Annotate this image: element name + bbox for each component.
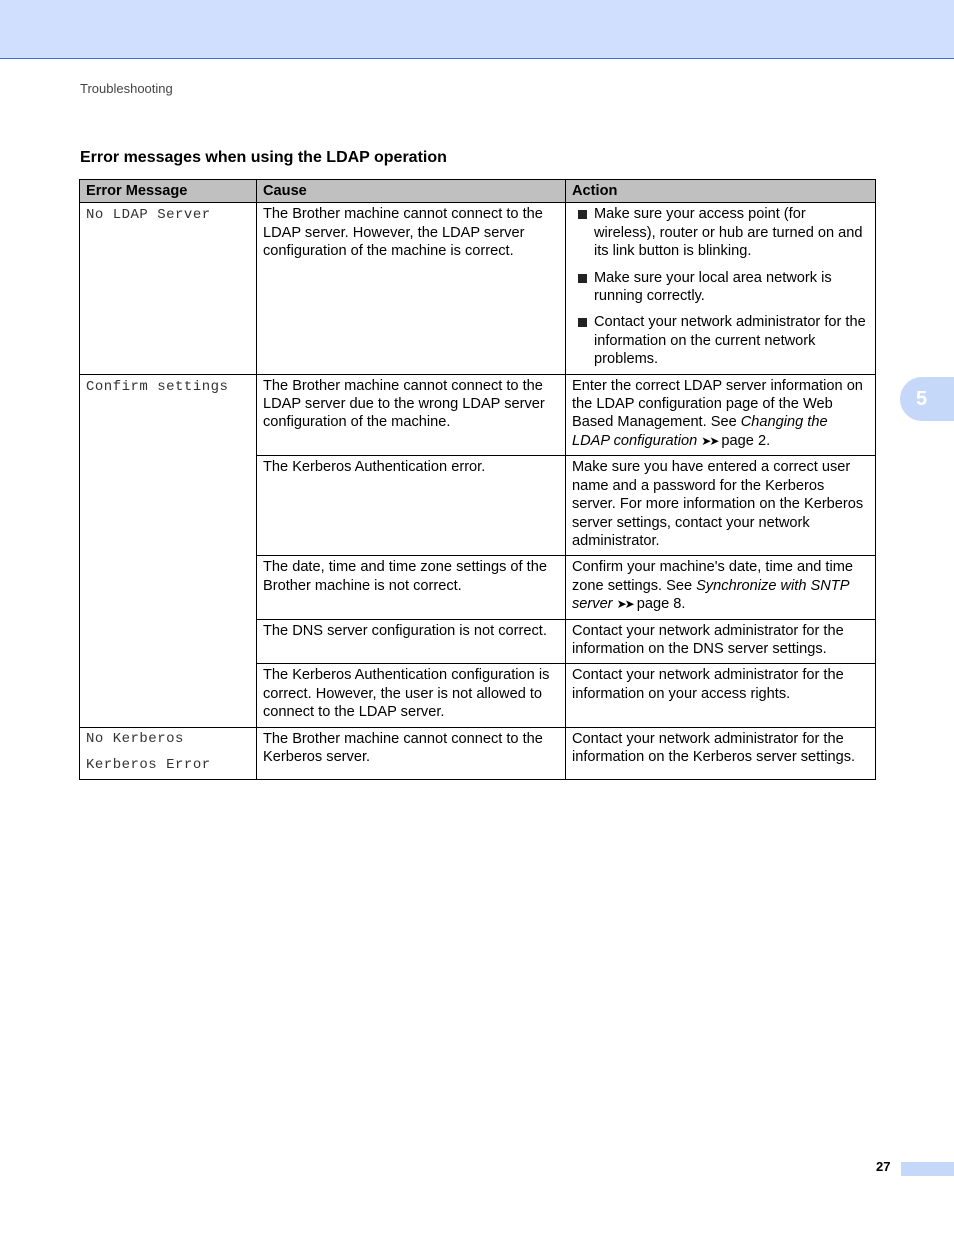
error-message: No LDAP Server — [86, 207, 211, 224]
square-bullet-icon — [578, 274, 587, 283]
double-arrow-icon: ➤➤ — [616, 597, 633, 612]
table-row — [80, 374, 876, 456]
action-cell: Contact your network administrator for the information on the Kerberos server settings. — [566, 727, 876, 780]
action-cell — [566, 556, 876, 619]
cause-cell: The Brother machine cannot connect to the LDAP server. However, the LDAP server configuration of the machine is correct. — [257, 203, 566, 374]
cross-reference-link[interactable]: Changing the LDAP configuration — [572, 414, 828, 449]
list-item — [572, 205, 869, 260]
page-reference: page 8. — [632, 596, 686, 613]
action-cell — [566, 374, 876, 456]
error-message-cell — [80, 727, 257, 780]
chapter-tab[interactable] — [900, 377, 954, 421]
header-cause: Cause — [257, 180, 566, 203]
square-bullet-icon — [578, 318, 587, 327]
section-title: Error messages when using the LDAP operation — [80, 149, 447, 166]
header-error-message: Error Message — [80, 180, 257, 203]
table-row — [80, 727, 876, 780]
square-bullet-icon — [578, 210, 587, 219]
header-action: Action — [566, 180, 876, 203]
cause-cell: The DNS server configuration is not correct. — [257, 619, 566, 664]
error-message: Confirm settings — [86, 378, 229, 395]
cause-cell: The Kerberos Authentication error. — [257, 456, 566, 556]
error-message: No Kerberos — [86, 730, 184, 747]
double-arrow-icon: ➤➤ — [701, 433, 718, 448]
cause-cell: The date, time and time zone settings of the Brother machine is not correct. — [257, 556, 566, 619]
action-cell: Make sure you have entered a correct user name and a password for the Kerberos server. For more information on the Kerberos server settings, contact your network administrator. — [566, 456, 876, 556]
footer-strip — [901, 1162, 954, 1176]
error-message-cell — [80, 374, 257, 727]
error-table — [79, 179, 876, 780]
error-message-cell — [80, 203, 257, 374]
cause-cell: The Brother machine cannot connect to the LDAP server due to the wrong LDAP server configuration of the machine. — [257, 374, 566, 456]
action-cell: Contact your network administrator for the information on your access rights. — [566, 664, 876, 727]
action-text: Enter the correct LDAP server information on the LDAP configuration page of the Web Based Management. See — [572, 377, 863, 431]
cross-reference-link[interactable]: Synchronize with SNTP server — [572, 577, 849, 613]
action-text: Confirm your machine's date, time and time zone settings. See — [572, 559, 853, 594]
action-cell — [566, 203, 876, 374]
cause-cell: The Brother machine cannot connect to the Kerberos server. — [257, 727, 566, 780]
error-message: Kerberos Error — [86, 756, 211, 773]
list-item — [572, 269, 869, 306]
cause-cell: The Kerberos Authentication configuration is correct. However, the user is not allowed to connect to the LDAP server. — [257, 664, 566, 727]
list-item-text: Make sure your local area network is running correctly. — [594, 269, 832, 305]
list-item-text: Make sure your access point (for wireless), router or hub are turned on and its link button is blinking. — [594, 206, 863, 260]
list-item-text: Contact your network administrator for the information on the current network problems. — [594, 314, 866, 368]
list-item — [572, 313, 869, 368]
header-band — [0, 0, 954, 59]
page-reference: page 2. — [717, 432, 771, 449]
action-cell: Contact your network administrator for the information on the DNS server settings. — [566, 619, 876, 664]
running-head: Troubleshooting — [80, 81, 173, 96]
action-list — [572, 205, 869, 368]
page-number: 27 — [876, 1159, 891, 1174]
table-row — [80, 203, 876, 374]
chapter-number: 5 — [916, 387, 928, 410]
table-header-row — [80, 180, 876, 203]
